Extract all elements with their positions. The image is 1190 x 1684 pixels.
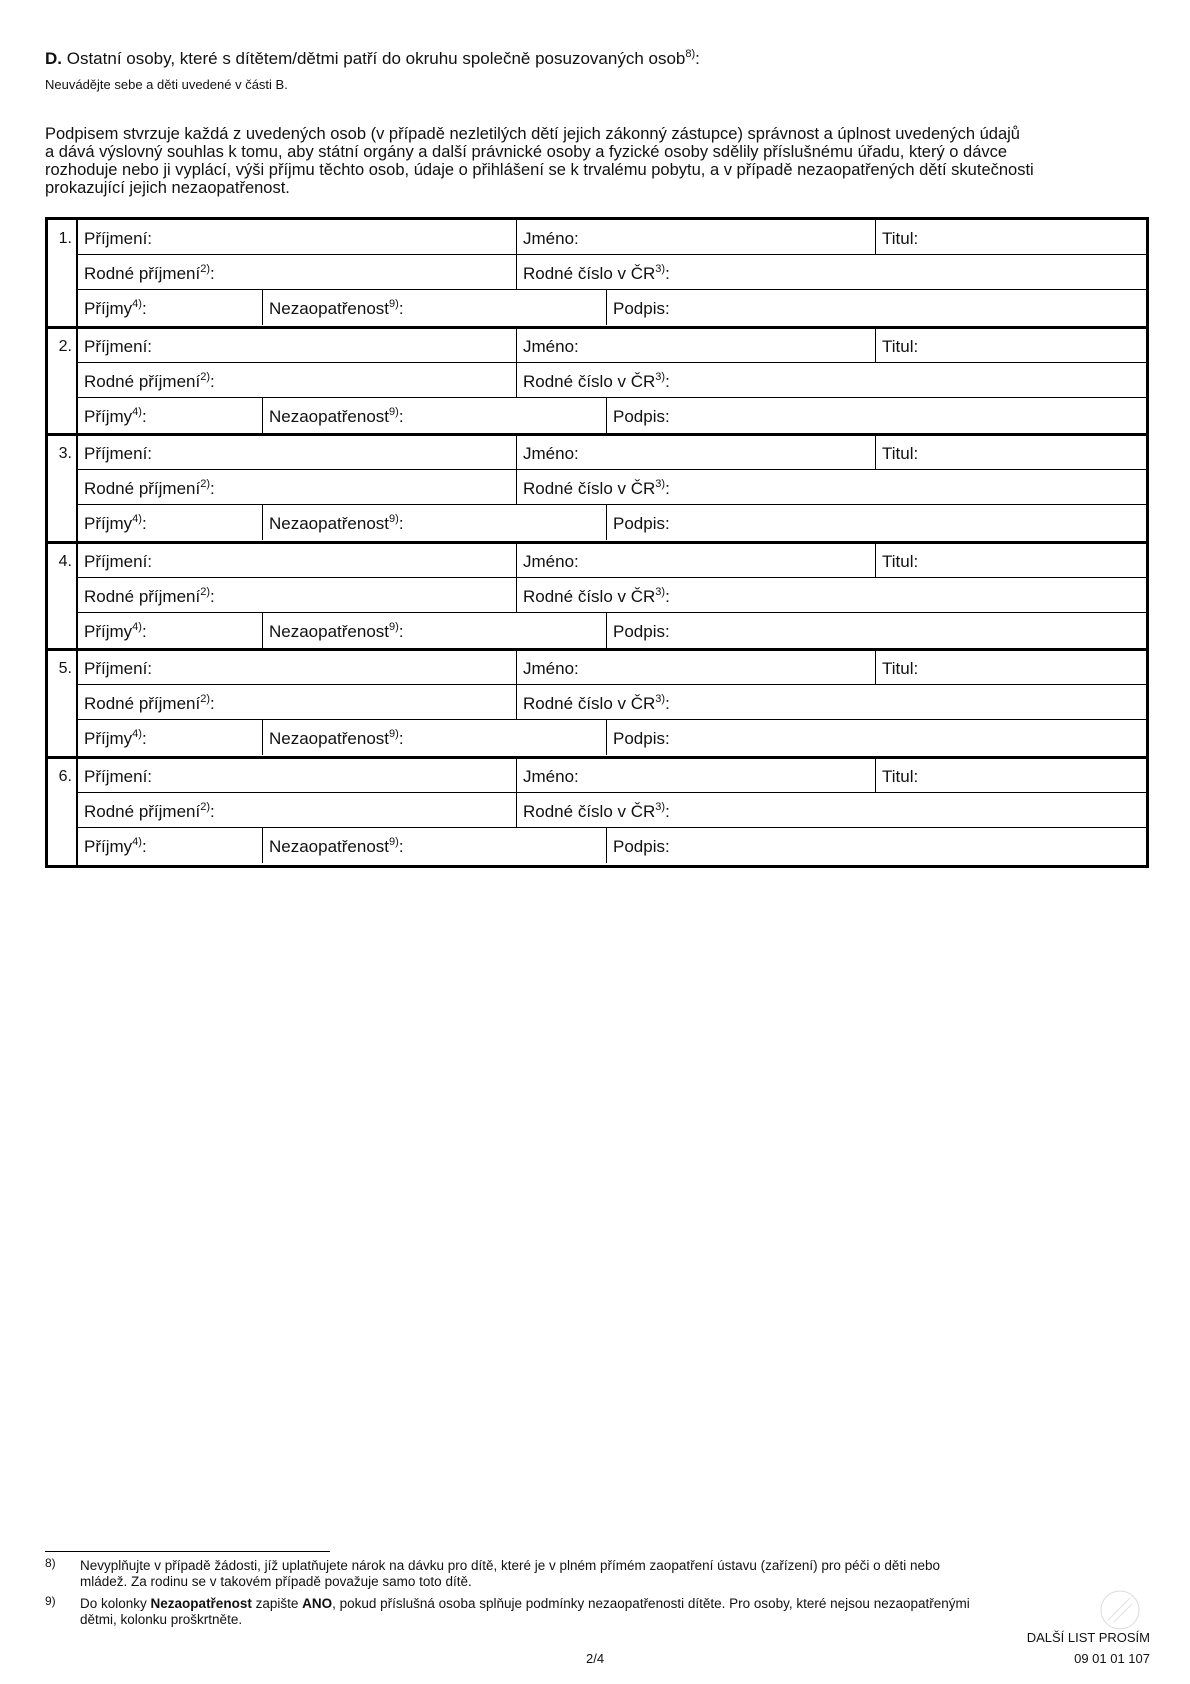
signature-field[interactable] bbox=[606, 828, 1146, 863]
section-note: Neuvádějte sebe a děti uvedené v části B. bbox=[45, 77, 288, 92]
birth-number-field[interactable] bbox=[516, 793, 1146, 827]
person-number: 6. bbox=[48, 758, 78, 865]
section-heading bbox=[45, 49, 700, 69]
footnote-bold: ANO bbox=[302, 1596, 333, 1611]
person-number: 2. bbox=[48, 328, 78, 435]
birth-surname-field[interactable] bbox=[78, 793, 516, 827]
title-label: Titul: bbox=[882, 336, 919, 356]
birth-number-label: Rodné číslo v ČR bbox=[523, 801, 656, 821]
person-row-income bbox=[78, 398, 1146, 433]
footnote-line: Nevyplňujte v případě žádosti, jíž uplatňujete nárok na dávku pro dítě, které je v plném přímém zaopatření ústavu (zařízení) pro péči o děti nebo bbox=[80, 1558, 940, 1573]
label-colon: : bbox=[210, 694, 215, 713]
footnote-ref: 3) bbox=[655, 263, 666, 275]
name-label: Jméno: bbox=[523, 336, 579, 356]
footnote-8 bbox=[80, 1558, 1150, 1590]
birth-number-field[interactable] bbox=[516, 255, 1146, 289]
consent-line: prokazující jejich nezaopatřenost. bbox=[45, 179, 290, 197]
footnote-ref: 3) bbox=[655, 370, 666, 383]
footnote-ref: 3) bbox=[655, 693, 666, 705]
footnote-ref: 4) bbox=[132, 835, 142, 848]
footnote-ref: 2) bbox=[200, 263, 211, 275]
birth-number-label: Rodné číslo v ČR bbox=[523, 694, 656, 713]
dependency-label: Nezaopatřenost bbox=[269, 729, 390, 748]
section-letter: D. bbox=[45, 49, 62, 68]
footnote-ref: 4) bbox=[132, 728, 142, 740]
form-code: 09 01 01 107 bbox=[1074, 1651, 1150, 1666]
consent-line: rozhoduje nebo ji vyplácí, výši příjmu těchto osob, údaje o přihlášení se k trvalému pobytu, a v případě nezaopatřených dětí skutečnosti bbox=[45, 161, 1034, 179]
label-colon: : bbox=[141, 514, 147, 533]
person-block bbox=[48, 435, 1146, 542]
person-number: 1. bbox=[48, 220, 78, 327]
person-row-names bbox=[78, 650, 1146, 685]
person-row-names bbox=[78, 758, 1146, 793]
birth-surname-label: Rodné příjmení bbox=[84, 264, 201, 283]
label-colon: : bbox=[141, 836, 147, 856]
footnote-ref: 4) bbox=[132, 513, 142, 525]
footnote-ref: 8) bbox=[685, 48, 696, 60]
footnote-text: zapište bbox=[251, 1596, 303, 1611]
surname-field[interactable] bbox=[78, 328, 516, 362]
income-field[interactable] bbox=[78, 720, 262, 755]
title-label: Titul: bbox=[882, 659, 919, 678]
surname-field[interactable] bbox=[78, 435, 516, 469]
person-row-names bbox=[78, 328, 1146, 363]
consent-paragraph bbox=[45, 125, 1145, 197]
person-row-birth bbox=[78, 685, 1146, 720]
person-row-income bbox=[78, 720, 1146, 755]
title-field[interactable] bbox=[875, 650, 1146, 684]
person-row-birth bbox=[78, 470, 1146, 505]
label-colon: : bbox=[665, 264, 670, 283]
footnote-line: mládež. Za rodinu se v takovém případě považuje samo toto dítě. bbox=[80, 1574, 472, 1589]
birth-surname-field[interactable] bbox=[78, 578, 516, 612]
birth-number-label: Rodné číslo v ČR bbox=[523, 479, 656, 498]
surname-label: Příjmení: bbox=[84, 659, 153, 678]
person-row-income bbox=[78, 828, 1146, 863]
dependency-label: Nezaopatřenost bbox=[269, 406, 390, 426]
title-field[interactable] bbox=[875, 758, 1146, 792]
label-colon: : bbox=[210, 801, 215, 821]
title-field[interactable] bbox=[875, 220, 1146, 254]
label-colon: : bbox=[398, 621, 404, 641]
title-label: Titul: bbox=[882, 551, 919, 571]
birth-number-field[interactable] bbox=[516, 685, 1146, 719]
footnote-ref: 9) bbox=[389, 835, 399, 848]
income-label: Příjmy bbox=[84, 514, 133, 533]
signature-label: Podpis: bbox=[613, 406, 670, 426]
name-label: Jméno: bbox=[523, 659, 579, 678]
income-field[interactable] bbox=[78, 828, 262, 863]
footnote-number: 8) bbox=[45, 1556, 56, 1570]
person-row-birth bbox=[78, 255, 1146, 290]
signature-label: Podpis: bbox=[613, 514, 670, 533]
birth-surname-label: Rodné příjmení bbox=[84, 371, 201, 391]
label-colon: : bbox=[665, 479, 670, 498]
dependency-field[interactable] bbox=[262, 398, 606, 433]
name-label: Jméno: bbox=[523, 766, 579, 786]
title-label: Titul: bbox=[882, 444, 919, 463]
section-title: Ostatní osoby, které s dítětem/dětmi patří do okruhu společně posuzovaných osob bbox=[66, 49, 686, 68]
label-colon: : bbox=[141, 299, 147, 318]
income-field[interactable] bbox=[78, 505, 262, 540]
person-row-birth bbox=[78, 578, 1146, 613]
birth-number-field[interactable] bbox=[516, 470, 1146, 504]
birth-number-label: Rodné číslo v ČR bbox=[523, 586, 656, 606]
label-colon: : bbox=[141, 729, 147, 748]
dependency-field[interactable] bbox=[262, 613, 606, 648]
label-colon: : bbox=[665, 586, 670, 606]
label-colon: : bbox=[398, 514, 404, 533]
birth-surname-label: Rodné příjmení bbox=[84, 801, 201, 821]
footnote-ref: 2) bbox=[200, 693, 211, 705]
footer-next-page: DALŠÍ LIST PROSÍM bbox=[1026, 1630, 1150, 1645]
footnote-ref: 9) bbox=[389, 298, 399, 310]
label-colon: : bbox=[210, 586, 215, 606]
label-colon: : bbox=[665, 801, 670, 821]
name-field[interactable] bbox=[516, 758, 875, 792]
person-number: 5. bbox=[48, 650, 78, 757]
title-field[interactable] bbox=[875, 543, 1146, 577]
income-field[interactable] bbox=[78, 613, 262, 648]
consent-line: Podpisem stvrzuje každá z uvedených osob (v případě nezletilých dětí jejich zákonný zástupce) správnost a úplnost uvedených údajů bbox=[45, 125, 1020, 143]
footnote-ref: 2) bbox=[200, 370, 211, 383]
dependency-label: Nezaopatřenost bbox=[269, 299, 390, 318]
dependency-label: Nezaopatřenost bbox=[269, 836, 390, 856]
surname-field[interactable] bbox=[78, 543, 516, 577]
name-field[interactable] bbox=[516, 435, 875, 469]
footnote-ref: 4) bbox=[132, 298, 142, 310]
title-field[interactable] bbox=[875, 435, 1146, 469]
income-label: Příjmy bbox=[84, 299, 133, 318]
surname-label: Příjmení: bbox=[84, 229, 153, 248]
consent-line: a dává výslovný souhlas k tomu, aby státní orgány a další právnické osoby a fyzické osoby sdělily příslušnému úřadu, který o dávce bbox=[45, 143, 1008, 161]
footnote-ref: 9) bbox=[389, 405, 399, 418]
birth-number-label: Rodné číslo v ČR bbox=[523, 371, 656, 391]
label-colon: : bbox=[210, 371, 215, 391]
footnote-number: 9) bbox=[45, 1594, 56, 1608]
person-row-birth bbox=[78, 363, 1146, 398]
signature-field[interactable] bbox=[606, 720, 1146, 755]
dependency-field[interactable] bbox=[262, 290, 606, 325]
dependency-field[interactable] bbox=[262, 828, 606, 863]
dependency-label: Nezaopatřenost bbox=[269, 514, 390, 533]
person-row-birth bbox=[78, 793, 1146, 828]
label-colon: : bbox=[398, 836, 404, 856]
person-number: 3. bbox=[48, 435, 78, 542]
footnote-ref: 2) bbox=[200, 800, 211, 813]
surname-label: Příjmení: bbox=[84, 551, 153, 571]
dependency-field[interactable] bbox=[262, 720, 606, 755]
title-label: Titul: bbox=[882, 229, 919, 248]
surname-label: Příjmení: bbox=[84, 336, 153, 356]
footnote-ref: 9) bbox=[389, 513, 399, 525]
label-colon: : bbox=[141, 621, 147, 641]
income-field[interactable] bbox=[78, 398, 262, 433]
label-colon: : bbox=[141, 406, 147, 426]
title-field[interactable] bbox=[875, 328, 1146, 362]
person-block bbox=[48, 758, 1146, 865]
person-row-income bbox=[78, 505, 1146, 540]
income-label: Příjmy bbox=[84, 406, 133, 426]
persons-table bbox=[45, 217, 1149, 868]
name-field[interactable] bbox=[516, 328, 875, 362]
footnote-ref: 3) bbox=[655, 800, 666, 813]
signature-field[interactable] bbox=[606, 398, 1146, 433]
surname-label: Příjmení: bbox=[84, 766, 153, 786]
birth-surname-field[interactable] bbox=[78, 470, 516, 504]
dependency-label: Nezaopatřenost bbox=[269, 621, 390, 641]
title-colon: : bbox=[695, 49, 700, 68]
surname-field[interactable] bbox=[78, 220, 516, 254]
person-block bbox=[48, 650, 1146, 757]
birth-number-field[interactable] bbox=[516, 363, 1146, 397]
signature-label: Podpis: bbox=[613, 621, 670, 641]
signature-label: Podpis: bbox=[613, 729, 670, 748]
birth-number-field[interactable] bbox=[516, 578, 1146, 612]
birth-surname-label: Rodné příjmení bbox=[84, 694, 201, 713]
income-label: Příjmy bbox=[84, 729, 133, 748]
surname-label: Příjmení: bbox=[84, 444, 153, 463]
name-label: Jméno: bbox=[523, 229, 579, 248]
signature-field[interactable] bbox=[606, 613, 1146, 648]
footnote-ref: 9) bbox=[389, 728, 399, 740]
footnote-ref: 9) bbox=[389, 620, 399, 633]
birth-surname-field[interactable] bbox=[78, 255, 516, 289]
birth-surname-field[interactable] bbox=[78, 363, 516, 397]
footnote-bold: Nezaopatřenost bbox=[150, 1596, 252, 1611]
footnote-text: Do kolonky bbox=[80, 1596, 151, 1611]
label-colon: : bbox=[210, 479, 215, 498]
person-row-names bbox=[78, 220, 1146, 255]
person-number: 4. bbox=[48, 543, 78, 650]
footnote-ref: 3) bbox=[655, 585, 666, 598]
surname-field[interactable] bbox=[78, 758, 516, 792]
footnote-text: , pokud příslušná osoba splňuje podmínky nezaopatřenosti dítěte. Pro osoby, které nejsou nezaopatřenými bbox=[332, 1596, 970, 1611]
income-label: Příjmy bbox=[84, 836, 133, 856]
footnote-line: dětmi, kolonku proškrtněte. bbox=[80, 1612, 243, 1627]
signature-field[interactable] bbox=[606, 290, 1146, 325]
birth-surname-label: Rodné příjmení bbox=[84, 479, 201, 498]
person-block bbox=[48, 220, 1146, 327]
label-colon: : bbox=[398, 406, 404, 426]
footnote-ref: 2) bbox=[200, 585, 211, 598]
label-colon: : bbox=[665, 694, 670, 713]
label-colon: : bbox=[210, 264, 215, 283]
footnote-ref: 3) bbox=[655, 478, 666, 490]
footnote-ref: 2) bbox=[200, 478, 211, 490]
person-block bbox=[48, 543, 1146, 650]
label-colon: : bbox=[665, 371, 670, 391]
name-label: Jméno: bbox=[523, 444, 579, 463]
signature-label: Podpis: bbox=[613, 836, 670, 856]
birth-surname-label: Rodné příjmení bbox=[84, 586, 201, 606]
page-number: 2/4 bbox=[586, 1651, 605, 1666]
name-field[interactable] bbox=[516, 220, 875, 254]
birth-number-label: Rodné číslo v ČR bbox=[523, 264, 656, 283]
signature-label: Podpis: bbox=[613, 299, 670, 318]
person-row-names bbox=[78, 435, 1146, 470]
footnote-rule bbox=[45, 1551, 330, 1552]
person-row-names bbox=[78, 543, 1146, 578]
income-label: Příjmy bbox=[84, 621, 133, 641]
person-block bbox=[48, 328, 1146, 435]
birth-surname-field[interactable] bbox=[78, 685, 516, 719]
person-row-income bbox=[78, 613, 1146, 648]
label-colon: : bbox=[398, 729, 404, 748]
person-row-income bbox=[78, 290, 1146, 325]
title-label: Titul: bbox=[882, 766, 919, 786]
footnote-ref: 4) bbox=[132, 620, 142, 633]
footnote-9 bbox=[80, 1596, 1150, 1628]
dependency-field[interactable] bbox=[262, 505, 606, 540]
signature-field[interactable] bbox=[606, 505, 1146, 540]
name-field[interactable] bbox=[516, 650, 875, 684]
footnote-ref: 4) bbox=[132, 405, 142, 418]
faint-stamp-icon bbox=[1098, 1588, 1142, 1632]
name-field[interactable] bbox=[516, 543, 875, 577]
surname-field[interactable] bbox=[78, 650, 516, 684]
name-label: Jméno: bbox=[523, 551, 579, 571]
label-colon: : bbox=[398, 299, 404, 318]
income-field[interactable] bbox=[78, 290, 262, 325]
